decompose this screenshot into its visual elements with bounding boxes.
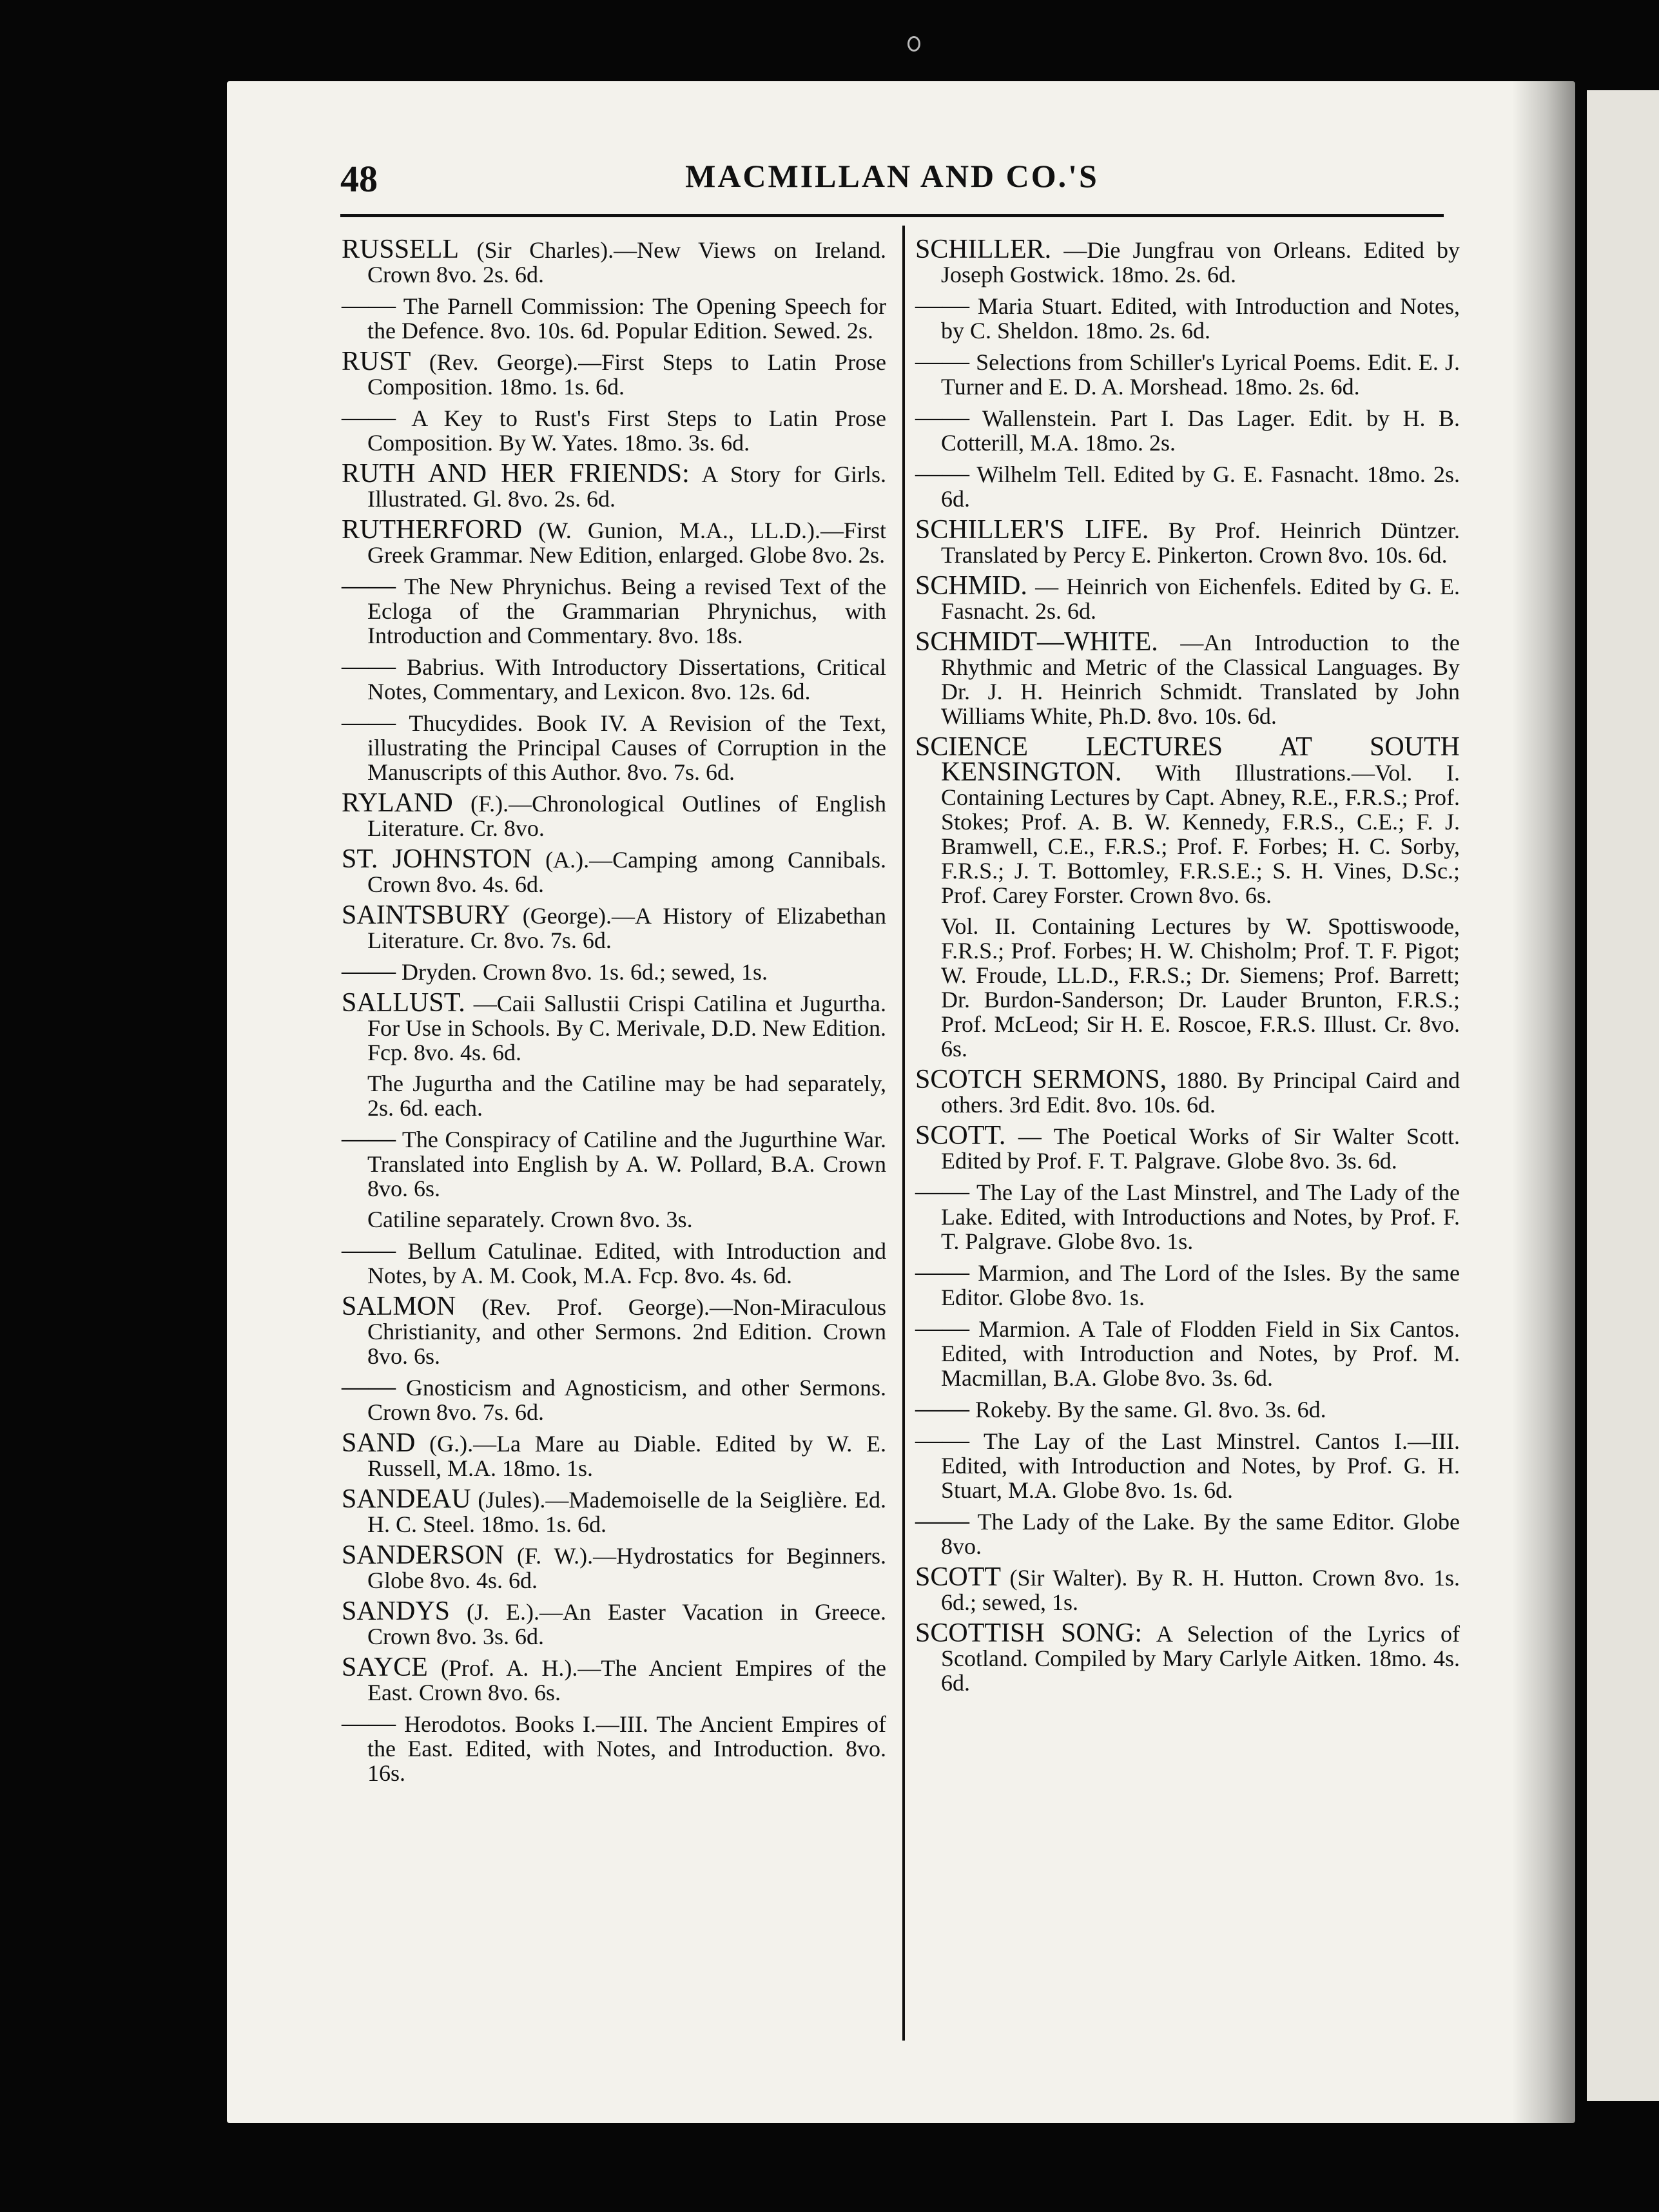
- entry-heading: SCHILLER.: [915, 235, 1052, 264]
- catalog-entry: [342, 1596, 887, 1649]
- catalog-entry: [342, 900, 886, 953]
- catalog-entry: [915, 1316, 1460, 1390]
- entry-text: (Jules).—Mademoiselle de la Seiglière. Ed. H. C. Steel. 18mo. 1s. 6d.: [367, 1487, 886, 1537]
- entry-heading: ——: [342, 1124, 396, 1154]
- entry-text: The Lay of the Last Minstrel. Cantos I.—III. Edited, with Introduction and Notes, by Prof. G. H. Stuart, M.A. Globe 8vo. 1s. 6d.: [941, 1428, 1460, 1503]
- entry-heading: ——: [342, 403, 396, 432]
- catalog-entry: [342, 1484, 886, 1537]
- catalog-entry: [342, 1428, 887, 1481]
- entry-heading: SAND: [342, 1428, 416, 1458]
- entry-heading: ——: [915, 347, 969, 376]
- catalog-entry: [915, 237, 1460, 287]
- entry-text: A Story for Girls. Illustrated. Gl. 8vo. 2s. 6d.: [367, 461, 887, 512]
- scan-mark: [907, 36, 920, 52]
- catalog-entry: [342, 1207, 886, 1232]
- entry-heading: ——: [342, 1236, 396, 1265]
- entry-heading: ——: [342, 652, 396, 681]
- catalog-entry: [915, 1257, 1460, 1310]
- entry-heading: SCOTTISH SONG:: [915, 1618, 1143, 1648]
- catalog-entry: [915, 461, 1460, 511]
- catalog-entry: [915, 1394, 1460, 1424]
- entry-text: (F. W.).—Hydrostatics for Beginners. Globe 8vo. 4s. 6d.: [367, 1543, 887, 1593]
- entry-heading: ——: [915, 1257, 969, 1287]
- entry-text: Selections from Schiller's Lyrical Poems. Edit. E. J. Turner and E. D. A. Morshead. 18mo. 2s. 6d.: [941, 349, 1460, 400]
- catalog-entry: [915, 349, 1460, 399]
- right-column: [915, 237, 1460, 1702]
- column-divider: [902, 226, 905, 2041]
- page-gutter-shadow: [1512, 81, 1575, 2123]
- entry-text: Vol. II. Containing Lectures by W. Spottiswoode, F.R.S.; Prof. Forbes; H. W. Chisholm; Prof. T. F. Pigot; W. Froude, LL.D., F.R.S.; Dr. Siemens; Prof. Barrett; Dr. Burdon-Sanderson; Dr. Lauder Brunton, F.R.S.; Prof. McLeod; Sir H. E. Roscoe, F.R.S. Illust. Cr. 8vo. 6s.: [941, 913, 1460, 1062]
- entry-text: Babrius. With Introductory Dissertations, Critical Notes, Commentary, and Lexicon. 8vo. 12s. 6d.: [367, 654, 886, 704]
- catalog-entry: [342, 1372, 886, 1425]
- entry-text: (A.).—Camping among Cannibals. Crown 8vo. 4s. 6d.: [367, 847, 887, 897]
- catalog-entry: [342, 1540, 887, 1593]
- entry-heading: RUTHERFORD: [342, 515, 523, 545]
- entry-heading: SCHMID.: [915, 571, 1027, 601]
- catalog-entry: [342, 654, 886, 704]
- entry-text: Gnosticism and Agnosticism, and other Sermons. Crown 8vo. 7s. 6d.: [367, 1375, 886, 1425]
- entry-heading: SCHMIDT—WHITE.: [915, 627, 1158, 657]
- entry-heading: SANDEAU: [342, 1484, 471, 1514]
- catalog-entry: [915, 1618, 1460, 1696]
- entry-text: A Selection of the Lyrics of Scotland. Compiled by Mary Carlyle Aitken. 18mo. 4s. 6d.: [941, 1621, 1460, 1696]
- catalog-entry: [342, 1294, 886, 1368]
- entry-text: (G.).—La Mare au Diable. Edited by W. E. Russell, M.A. 18mo. 1s.: [367, 1431, 887, 1481]
- entry-text: — Heinrich von Eichenfels. Edited by G. E. Fasnacht. 2s. 6d.: [941, 574, 1460, 624]
- entry-heading: ——: [342, 956, 396, 986]
- catalog-entry: [915, 1506, 1460, 1559]
- entry-text: (Sir Walter). By R. H. Hutton. Crown 8vo. 1s. 6d.; sewed, 1s.: [941, 1565, 1460, 1615]
- entry-text: The New Phrynichus. Being a revised Text of the Ecloga of the Grammarian Phrynichus, with Introduction and Commentary. 8vo. 18s.: [367, 574, 886, 648]
- entry-text: (Prof. A. H.).—The Ancient Empires of the East. Crown 8vo. 6s.: [367, 1655, 886, 1705]
- entry-text: Rokeby. By the same. Gl. 8vo. 3s. 6d.: [975, 1397, 1326, 1422]
- entry-heading: RUSSELL: [342, 235, 460, 264]
- catalog-entry: [915, 914, 1460, 1061]
- entry-text: —Die Jungfrau von Orleans. Edited by Joseph Gostwick. 18mo. 2s. 6d.: [941, 237, 1460, 287]
- entry-heading: ——: [915, 1506, 969, 1536]
- catalog-entry: [915, 1562, 1460, 1615]
- catalog-entry: [915, 405, 1460, 455]
- entry-heading: ——: [915, 1177, 969, 1207]
- entry-text: Marmion, and The Lord of the Isles. By the same Editor. Globe 8vo. 1s.: [941, 1260, 1460, 1310]
- entry-heading: ——: [915, 459, 969, 489]
- entry-heading: RUST: [342, 347, 411, 376]
- entry-text: (F.).—Chronological Outlines of English Literature. Cr. 8vo.: [367, 791, 886, 841]
- entry-text: (Rev. Prof. George).—Non-Miraculous Christianity, and other Sermons. 2nd Edition. Crown 8vo. 6s.: [367, 1294, 886, 1369]
- entry-heading: ——: [342, 708, 396, 737]
- entry-heading: SCOTCH SERMONS,: [915, 1065, 1167, 1094]
- entry-text: Bellum Catulinae. Edited, with Introduction and Notes, by A. M. Cook, M.A. Fcp. 8vo. 4s. 6d.: [367, 1238, 886, 1288]
- entry-text: The Parnell Commission: The Opening Speech for the Defence. 8vo. 10s. 6d. Popular Edition. Sewed. 2s.: [367, 293, 886, 344]
- catalog-entry: [342, 1655, 886, 1705]
- entry-heading: RYLAND: [342, 788, 453, 818]
- left-column: [342, 237, 886, 1792]
- entry-text: —Caii Sallustii Crispi Catilina et Jugurtha. For Use in Schools. By C. Merivale, D.D. New Edition. Fcp. 8vo. 4s. 6d.: [367, 991, 887, 1065]
- entry-text: The Lay of the Last Minstrel, and The Lady of the Lake. Edited, with Introductions and Notes, by Prof. F. T. Palgrave. Globe 8vo. 1s.: [941, 1179, 1460, 1254]
- entry-text: By Prof. Heinrich Düntzer. Translated by Percy E. Pinkerton. Crown 8vo. 10s. 6d.: [941, 518, 1460, 568]
- catalog-entry: [915, 732, 1460, 908]
- entry-text: (Sir Charles).—New Views on Ireland. Crown 8vo. 2s. 6d.: [367, 237, 887, 287]
- entry-heading: RUTH AND HER FRIENDS:: [342, 459, 690, 489]
- entry-heading: ST. JOHNSTON: [342, 844, 532, 874]
- catalog-entry: [342, 710, 886, 784]
- entry-text: (J. E.).—An Easter Vacation in Greece. Crown 8vo. 3s. 6d.: [367, 1599, 887, 1649]
- catalog-entry: [915, 627, 1460, 729]
- entry-text: (W. Gunion, M.A., LL.D.).—First Greek Grammar. New Edition, enlarged. Globe 8vo. 2s.: [367, 518, 886, 568]
- entry-heading: SAINTSBURY: [342, 900, 510, 930]
- catalog-entry: [342, 405, 886, 455]
- entry-text: Thucydides. Book IV. A Revision of the Text, illustrating the Principal Causes of Corruption in the Manuscripts of this Author. 8vo. 7s. 6d.: [367, 710, 886, 785]
- entry-heading: SALLUST.: [342, 988, 465, 1018]
- entry-text: Herodotos. Books I.—III. The Ancient Empires of the East. Edited, with Notes, and Introduction. 8vo. 16s.: [367, 1711, 887, 1786]
- entry-text: Marmion. A Tale of Flodden Field in Six Cantos. Edited, with Introduction and Notes, by Prof. M. Macmillan, B.A. Globe 8vo. 3s. 6d.: [941, 1316, 1460, 1391]
- entry-heading: ——: [915, 291, 969, 320]
- catalog-entry: [915, 515, 1460, 568]
- entry-text: The Jugurtha and the Catiline may be had separately, 2s. 6d. each.: [367, 1071, 886, 1121]
- catalog-entry: [342, 1238, 886, 1288]
- catalog-entry: [342, 1124, 886, 1201]
- entry-text: (George).—A History of Elizabethan Literature. Cr. 8vo. 7s. 6d.: [367, 903, 886, 953]
- entry-heading: SCIENCE LECTURES AT SOUTH KENSINGTON.: [915, 732, 1460, 787]
- catalog-entry: [915, 1123, 1460, 1173]
- catalog-entry: [342, 293, 886, 343]
- entry-heading: ——: [915, 1314, 969, 1343]
- entry-text: Catiline separately. Crown 8vo. 3s.: [367, 1207, 693, 1232]
- catalog-entry: [342, 788, 886, 841]
- entry-text: (Rev. George).—First Steps to Latin Prose Composition. 18mo. 1s. 6d.: [367, 349, 886, 400]
- catalog-entry: [915, 571, 1460, 624]
- header-rule: [340, 214, 1444, 217]
- entry-text: —An Introduction to the Rhythmic and Metric of the Classical Languages. By Dr. J. H. Heinrich Schmidt. Translated by John Williams White, Ph.D. 8vo. 10s. 6d.: [941, 630, 1460, 729]
- entry-text: Wallenstein. Part I. Das Lager. Edit. by H. B. Cotterill, M.A. 18mo. 2s.: [941, 405, 1460, 456]
- entry-heading: ——: [342, 291, 396, 320]
- catalog-entry: [342, 461, 886, 511]
- catalog-entry: [342, 515, 886, 568]
- entry-heading: ——: [915, 403, 969, 432]
- entry-text: A Key to Rust's First Steps to Latin Prose Composition. By W. Yates. 18mo. 3s. 6d.: [367, 405, 886, 456]
- catalog-entry: [342, 1071, 886, 1120]
- entry-heading: SCHILLER'S LIFE.: [915, 515, 1149, 545]
- catalog-entry: [915, 1067, 1460, 1117]
- entry-heading: SCOTT.: [915, 1121, 1006, 1150]
- entry-heading: SCOTT: [915, 1562, 1002, 1592]
- catalog-entry: [342, 571, 886, 648]
- catalog-entry: [342, 349, 886, 399]
- entry-text: The Lady of the Lake. By the same Editor. Globe 8vo.: [941, 1509, 1460, 1559]
- entry-text: 1880. By Principal Caird and others. 3rd Edit. 8vo. 10s. 6d.: [941, 1067, 1460, 1118]
- entry-text: Maria Stuart. Edited, with Introduction and Notes, by C. Sheldon. 18mo. 2s. 6d.: [941, 293, 1460, 344]
- catalog-entry: [342, 956, 886, 986]
- entry-text: Dryden. Crown 8vo. 1s. 6d.; sewed, 1s.: [402, 959, 768, 985]
- entry-text: Wilhelm Tell. Edited by G. E. Fasnacht. 18mo. 2s. 6d.: [941, 461, 1460, 512]
- page-number: 48: [340, 158, 378, 200]
- catalog-entry: [915, 293, 1460, 343]
- entry-heading: SALMON: [342, 1292, 456, 1321]
- entry-heading: SAYCE: [342, 1653, 428, 1682]
- catalog-entry: [915, 1428, 1460, 1502]
- entry-text: The Conspiracy of Catiline and the Jugurthine War. Translated into English by A. W. Pollard, B.A. Crown 8vo. 6s.: [367, 1127, 886, 1201]
- catalog-entry: [915, 1179, 1460, 1254]
- catalog-entry: [342, 237, 886, 287]
- entry-heading: ——: [915, 1426, 969, 1455]
- page-header: [340, 157, 1444, 200]
- running-head: MACMILLAN AND CO.'S: [685, 158, 1099, 194]
- entry-text: — The Poetical Works of Sir Walter Scott. Edited by Prof. F. T. Palgrave. Globe 8vo. 3s. 6d.: [941, 1123, 1460, 1174]
- entry-heading: ——: [915, 1394, 969, 1424]
- catalog-entry: [342, 1711, 886, 1785]
- entry-heading: ——: [342, 1372, 396, 1402]
- entry-heading: SANDERSON: [342, 1540, 505, 1570]
- entry-text: With Illustrations.—Vol. I. Containing Lectures by Capt. Abney, R.E., F.R.S.; Prof. Stokes; Prof. A. B. W. Kennedy, F.R.S., C.E.; F. J. Bramwell, C.E., F.R.S.; Prof. F. Forbes; H. C. Sorby, F.R.S.; J. T. Bottomley, F.R.S.E.; S. H. Vines, D.Sc.; Prof. Carey Forster. Crown 8vo. 6s.: [941, 760, 1460, 908]
- catalog-entry: [342, 844, 887, 897]
- catalog-entry: [342, 988, 887, 1065]
- entry-heading: ——: [342, 571, 396, 601]
- entry-heading: SANDYS: [342, 1596, 451, 1626]
- entry-heading: ——: [342, 1709, 396, 1738]
- adjacent-page-edge: [1587, 90, 1659, 2101]
